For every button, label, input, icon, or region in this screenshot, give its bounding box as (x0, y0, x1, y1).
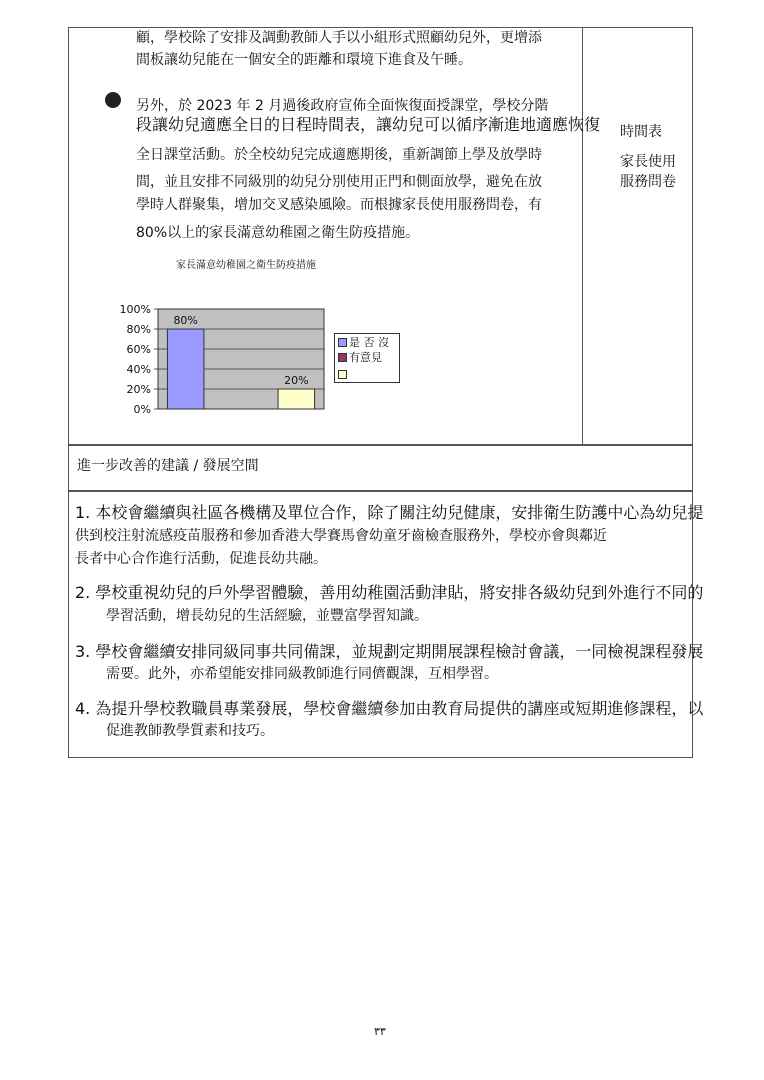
side-label-parent-use: 家長使用 (620, 154, 676, 170)
para2-line5: 學時人群聚集，增加交叉感染風險。而根據家長使用服務問卷，有 (136, 197, 542, 213)
item1-line1: 1. 本校會繼續與社區各機構及單位合作，除了關注幼兒健康，安排衛生防護中心為幼兒提 (75, 503, 704, 522)
chart-title: 家長滿意幼稚園之衛生防疫措施 (176, 260, 316, 271)
item4-line2: 促進教師教學質素和技巧。 (106, 723, 274, 739)
legend-swatch-no (338, 353, 347, 362)
y-tick-label: 0% (133, 403, 151, 416)
improvement-heading: 進一步改善的建議 / 發展空間 (77, 458, 259, 474)
item4-line1: 4. 為提升學校教職員專業發展，學校會繼續參加由教育局提供的講座或短期進修課程，以 (75, 699, 704, 718)
para2-line1: 另外，於 2023 年 2 月過後政府宣佈全面恢復面授課堂，學校分階 (136, 98, 549, 114)
legend-swatch-yes (338, 338, 347, 347)
para2-line4: 間，並且安排不同級別的幼兒分別使用正門和側面放學，避免在放 (136, 174, 542, 190)
page-number: ٣٣ (374, 1025, 386, 1038)
y-tick-label: 80% (126, 323, 151, 336)
item3-line1: 3. 學校會繼續安排同級同事共同備課，並規劃定期開展課程檢討會議，一同檢視課程發展 (75, 642, 704, 661)
side-label-survey: 服務問卷 (620, 174, 676, 190)
data-label: 20% (284, 374, 309, 387)
data-label: 80% (173, 314, 198, 327)
item2-line1: 2. 學校重視幼兒的戶外學習體驗，善用幼稚園活動津貼，將安排各級幼兒到外進行不同的 (75, 583, 704, 602)
upper-table-column-divider (582, 27, 583, 444)
para2-line2: 段讓幼兒適應全日的日程時間表，讓幼兒可以循序漸進地適應恢復 (136, 115, 601, 134)
side-label-timetable: 時間表 (620, 124, 662, 140)
para2-line3: 全日課堂活動。於全校幼兒完成適應期後，重新調節上學及放學時 (136, 147, 542, 163)
legend-swatch-no-opinion (338, 370, 347, 379)
item3-line2: 需要。此外，亦希望能安排同級教師進行同儕觀課，互相學習。 (106, 666, 498, 682)
item1-line3: 長者中心合作進行活動，促進長幼共融。 (75, 551, 327, 567)
legend-text-line1: 是 否 沒 (349, 336, 389, 349)
y-tick-label: 100% (119, 303, 151, 316)
y-tick-label: 40% (126, 363, 151, 376)
bar-1 (167, 329, 204, 409)
bar-3 (278, 389, 315, 409)
legend-text-line2: 有意見 (349, 351, 382, 364)
y-tick-label: 60% (126, 343, 151, 356)
para1-line2: 間板讓幼兒能在一個安全的距離和環境下進食及午睡。 (136, 52, 472, 68)
item2-line2: 學習活動，增長幼兒的生活經驗，並豐富學習知識。 (106, 608, 428, 624)
para2-line6: 80%以上的家長滿意幼稚園之衛生防疫措施。 (136, 225, 420, 241)
y-tick-label: 20% (126, 383, 151, 396)
item1-line2: 供到校注射流感疫苗服務和參加香港大學賽馬會幼童牙齒檢查服務外，學校亦會與鄰近 (75, 528, 607, 544)
chart-legend (334, 333, 400, 383)
para1-line1: 顧，學校除了安排及調動教師人手以小組形式照顧幼兒外，更增添 (136, 30, 542, 46)
bullet-icon (105, 92, 121, 108)
